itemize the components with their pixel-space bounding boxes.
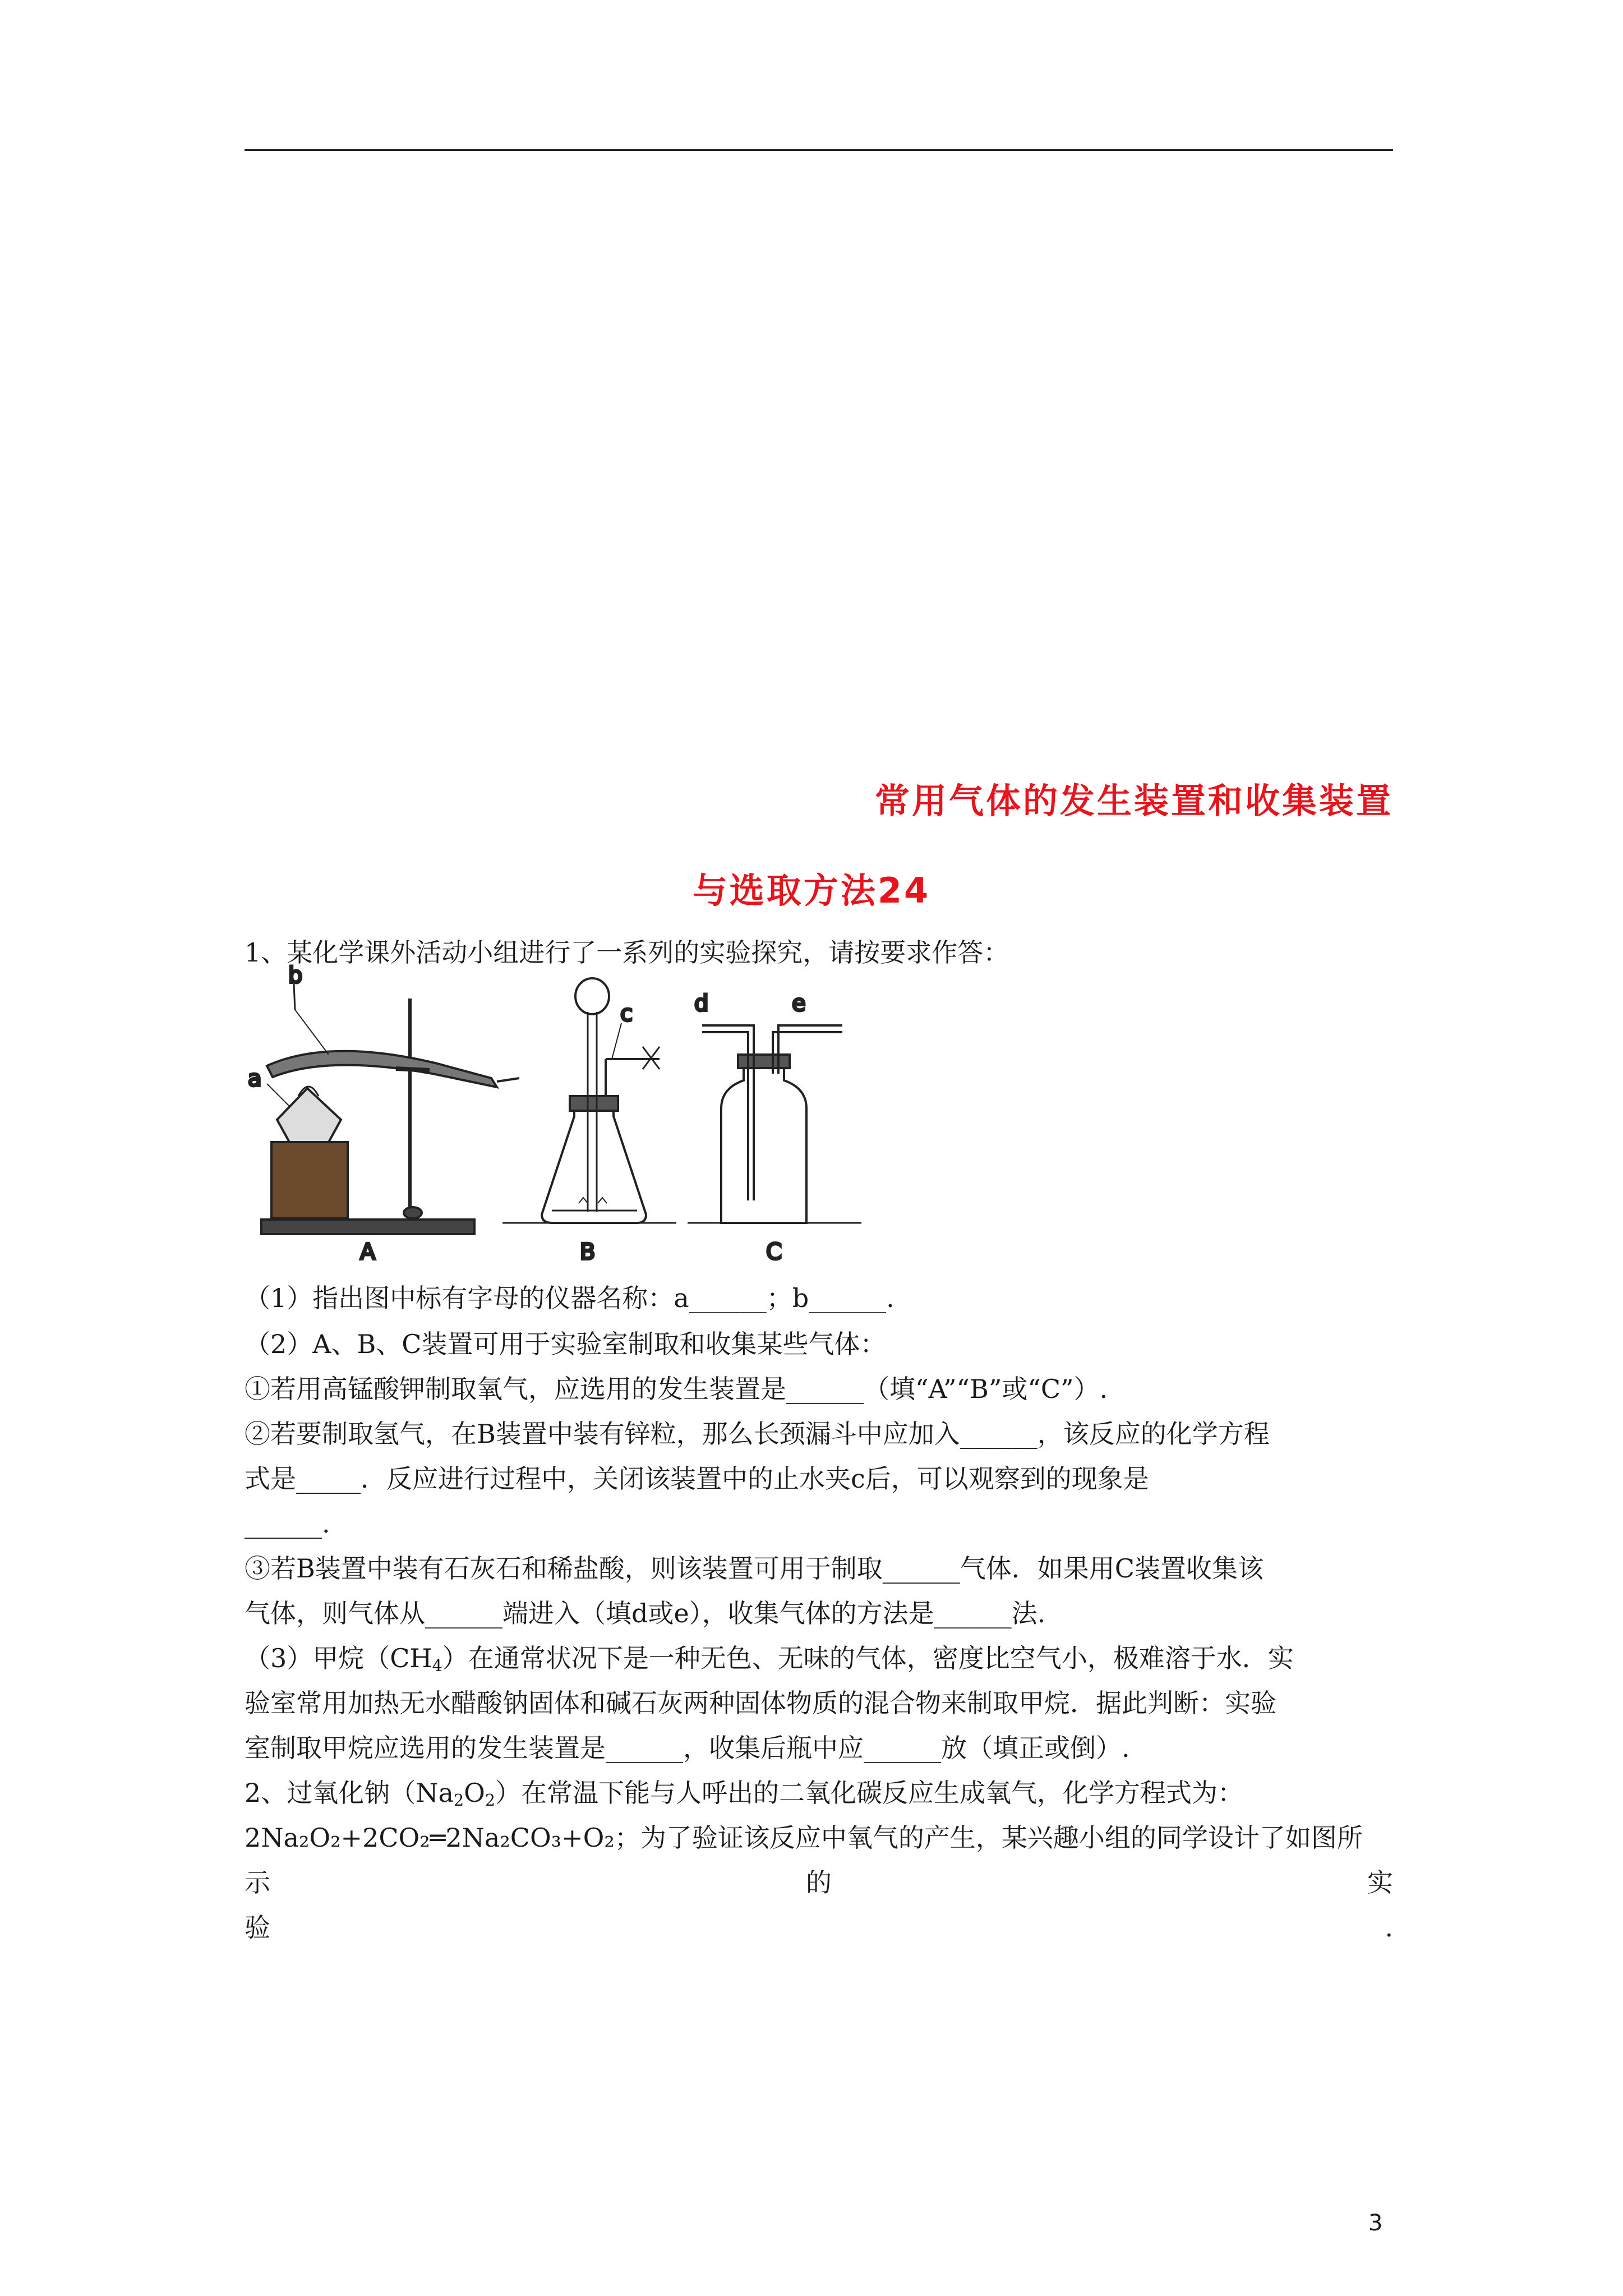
q2-line-1-post: ）在常温下能与人呼出的二氧化碳反应生成氧气，化学方程式为： (495, 1778, 1243, 1808)
funnel-bulb (575, 978, 609, 1014)
apparatus-figure (245, 963, 873, 1268)
caption-C: C (766, 1239, 782, 1265)
label-d: d (694, 991, 709, 1016)
q2-line-1-sub-2: 2 (485, 1791, 495, 1810)
q1-part-3a (245, 1641, 1393, 1683)
q1-part-2-1: ①若用高锰酸钾制取氧气，应选用的发生装置是______（填“A”“B”或“C”）. (245, 1374, 1108, 1404)
caption-A: A (360, 1239, 376, 1265)
test-tube (267, 1051, 497, 1087)
q1-part-3b: 验室常用加热无水醋酸钠固体和碱石灰两种固体物质的混合物来制取甲烷．据此判断：实验 (245, 1688, 1276, 1718)
q2-line-4 (245, 1911, 1393, 1944)
q2-line-2: 2Na₂O₂+2CO₂═2Na₂CO₃+O₂；为了验证该反应中氧气的产生，某兴趣小组的同学设计了如图所 (245, 1823, 1363, 1853)
gas-bottle (721, 1055, 806, 1223)
q1-stem: 1、某化学课外活动小组进行了一系列的实验探究，请按要求作答： (245, 937, 1009, 968)
label-b: b (288, 963, 303, 988)
page-number: 3 (1368, 2210, 1383, 2236)
label-c: c (620, 1001, 633, 1027)
q1-part-2-2b: 式是_____．反应进行过程中，关闭该装置中的止水夹c后，可以观察到的现象是 (245, 1464, 1149, 1494)
alcohol-lamp (277, 1088, 341, 1142)
q2-line-3 (245, 1866, 1393, 1899)
q2-line-3-word-2: 的 (806, 1867, 832, 1898)
q2-line-1-pre: 2、过氧化钠（Na (245, 1778, 454, 1808)
iron-stand-base (261, 1220, 474, 1234)
wooden-block (271, 1142, 348, 1218)
q2-line-3-word-1: 示 (245, 1867, 270, 1898)
q1-part-3c: 室制取甲烷应选用的发生装置是______，收集后瓶中应______放（填正或倒）. (245, 1733, 1130, 1763)
conical-flask (542, 1096, 646, 1223)
title-line-2: 与选取方法24 (692, 870, 931, 911)
label-a: a (248, 1066, 262, 1092)
apparatus-svg (245, 963, 873, 1268)
q1-part-1: （1）指出图中标有字母的仪器名称：a______；b______. (245, 1283, 895, 1313)
q1-part-2-2a: ②若要制取氢气，在B装置中装有锌粒，那么长颈漏斗中应加入______，该反应的化学方程 (245, 1419, 1270, 1449)
q1-part-3a-sub: 4 (432, 1657, 442, 1676)
q2-line-1-sub-1: 2 (453, 1791, 464, 1810)
q1-part-2-3b: 气体，则气体从______端进入（填d或e），收集气体的方法是______法. (245, 1598, 1046, 1628)
q1-part-2-2c: ______. (245, 1508, 330, 1539)
q1-part-3a-pre: （3）甲烷（CH (245, 1643, 432, 1673)
title-line-1: 常用气体的发生装置和收集装置 (874, 780, 1393, 821)
header-rule (245, 149, 1393, 151)
q1-part-2: （2）A、B、C装置可用于实验室制取和收集某些气体： (245, 1329, 886, 1359)
q2-line-3-word-3: 实 (1367, 1867, 1393, 1898)
q2-line-4-word-2: . (1385, 1912, 1393, 1943)
q2-line-4-word-1: 验 (245, 1912, 270, 1943)
q2-line-1-mid: O (464, 1778, 485, 1808)
label-e: e (792, 991, 806, 1016)
caption-B: B (580, 1239, 596, 1265)
q1-part-3a-post: ）在通常状况下是一种无色、无味的气体，密度比空气小，极难溶于水．实 (442, 1643, 1294, 1673)
q2-line-1 (245, 1776, 1393, 1818)
q1-part-2-3a: ③若B装置中装有石灰石和稀盐酸，则该装置可用于制取______气体．如果用C装置收集该 (245, 1553, 1264, 1584)
